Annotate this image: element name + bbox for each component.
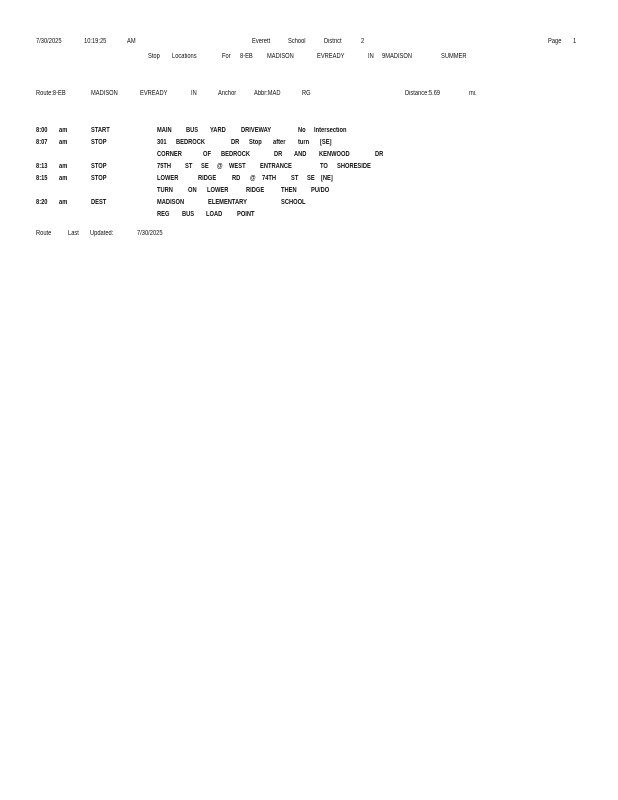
stop-desc-word: DR <box>231 139 240 146</box>
subtitle-word: IN <box>368 53 374 60</box>
report-ampm: AM <box>127 38 136 45</box>
stop-type: STOP <box>91 139 107 146</box>
stop-ampm: am <box>59 175 68 182</box>
district-number: 2 <box>361 38 365 45</box>
stop-desc-word: POINT <box>237 211 255 218</box>
stop-type: START <box>91 127 110 134</box>
subtitle-word: SUMMER <box>441 53 467 60</box>
stop-desc-word: Intersection <box>314 127 347 134</box>
stop-desc-word: BUS <box>186 127 199 134</box>
stop-desc-word: ON <box>188 187 197 194</box>
stop-desc-word: Stop <box>249 139 262 146</box>
stop-desc-word: RD <box>232 175 241 182</box>
stop-desc-word: RIDGE <box>198 175 217 182</box>
page-number: 1 <box>573 38 577 45</box>
stop-time: 8:00 <box>36 127 48 134</box>
stop-desc-word: SHORESIDE <box>337 163 371 170</box>
route-id: Route:8-EB <box>36 90 66 97</box>
subtitle-word: 8-EB <box>240 53 253 60</box>
subtitle-word: 9MADISON <box>382 53 412 60</box>
stop-desc-word: 74TH <box>262 175 277 182</box>
stop-ampm: am <box>59 139 68 146</box>
footer-word: Route <box>36 230 52 237</box>
stop-desc-word: [NE] <box>321 175 333 182</box>
route-anchor: Anchor <box>218 90 237 97</box>
stop-desc-word: TO <box>320 163 328 170</box>
stop-desc-word: DR <box>274 151 283 158</box>
stop-time: 8:15 <box>36 175 48 182</box>
route-name: EVREADY <box>140 90 168 97</box>
subtitle-word: EVREADY <box>317 53 345 60</box>
stop-desc-word: BEDROCK <box>176 139 206 146</box>
stop-desc-word: THEN <box>281 187 297 194</box>
subtitle-word: Stop <box>148 53 160 60</box>
stop-desc-word: KENWOOD <box>319 151 350 158</box>
route-code: RG <box>302 90 311 97</box>
stop-desc-word: DRIVEWAY <box>241 127 272 134</box>
stop-desc-word: LOAD <box>206 211 223 218</box>
stop-desc-word: ST <box>185 163 193 170</box>
stop-desc-word: PU/DO <box>311 187 330 194</box>
stop-type: STOP <box>91 175 107 182</box>
stop-desc-word: AND <box>294 151 307 158</box>
stop-desc-word: No <box>298 127 306 134</box>
footer-word: Updated: <box>90 230 114 237</box>
stop-desc-word: @ <box>217 163 223 170</box>
stop-desc-word: ENTRANCE <box>260 163 292 170</box>
district-word: School <box>288 38 306 45</box>
stop-ampm: am <box>59 163 68 170</box>
stop-desc-word: REG <box>157 211 170 218</box>
footer-updated-date: 7/30/2025 <box>137 230 163 237</box>
stop-time: 8:07 <box>36 139 48 146</box>
stop-desc-word: turn <box>298 139 310 146</box>
route-direction: IN <box>191 90 197 97</box>
subtitle-word: Locations <box>172 53 197 60</box>
stop-time: 8:20 <box>36 199 48 206</box>
district-word: District <box>324 38 342 45</box>
stop-desc-word: SE <box>201 163 209 170</box>
route-distance-unit: mi. <box>469 90 477 97</box>
stop-type: STOP <box>91 163 107 170</box>
report-time: 10:19:25 <box>84 38 107 45</box>
stop-ampm: am <box>59 127 68 134</box>
stop-desc-word: BUS <box>182 211 195 218</box>
stop-type: DEST <box>91 199 107 206</box>
stop-desc-word: MAIN <box>157 127 172 134</box>
stop-desc-word: MADISON <box>157 199 185 206</box>
stop-desc-word: LOWER <box>157 175 179 182</box>
stop-desc-word: DR <box>375 151 384 158</box>
stop-desc-word: LOWER <box>207 187 229 194</box>
stop-ampm: am <box>59 199 68 206</box>
stop-desc-word: 75TH <box>157 163 172 170</box>
report-date: 7/30/2025 <box>36 38 62 45</box>
stop-desc-word: SCHOOL <box>281 199 306 206</box>
stop-desc-word: ST <box>291 175 299 182</box>
subtitle-word: MADISON <box>267 53 294 60</box>
route-abbr: Abbr:MAD <box>254 90 281 97</box>
stop-desc-word: SE <box>307 175 315 182</box>
stop-time: 8:13 <box>36 163 48 170</box>
stop-desc-word: @ <box>250 175 256 182</box>
page-label: Page <box>548 38 562 45</box>
stop-desc-word: TURN <box>157 187 173 194</box>
footer-word: Last <box>68 230 79 237</box>
stop-desc-word: [SE] <box>320 139 332 146</box>
stop-desc-word: ELEMENTARY <box>208 199 247 206</box>
subtitle-word: For <box>222 53 231 60</box>
stop-desc-word: RIDGE <box>246 187 265 194</box>
stop-desc-word: OF <box>203 151 211 158</box>
route-distance: Distance:5.69 <box>405 90 441 97</box>
stop-desc-word: BEDROCK <box>221 151 251 158</box>
stop-desc-word: WEST <box>229 163 246 170</box>
stop-desc-word: CORNER <box>157 151 182 158</box>
stop-desc-word: YARD <box>210 127 226 134</box>
stop-desc-word: 301 <box>157 139 167 146</box>
route-school: MADISON <box>91 90 118 97</box>
district-word: Everett <box>252 38 271 45</box>
stop-desc-word: after <box>273 139 286 146</box>
